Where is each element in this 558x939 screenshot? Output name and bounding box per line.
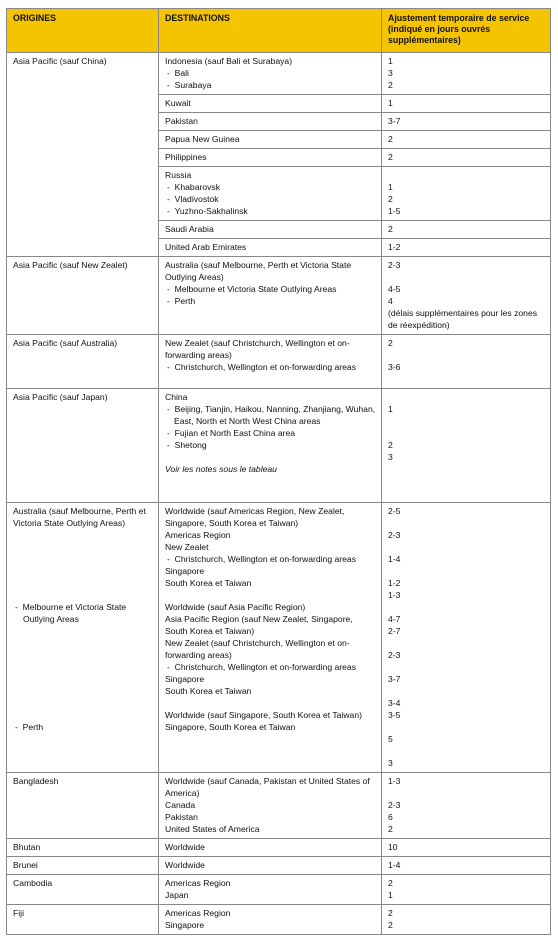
destination-cell: Russia - Khabarovsk - Vladivostok - Yuzhno-Sakhalinsk: [159, 167, 382, 221]
adjustment-cell: 1 2 1-5: [382, 167, 551, 221]
adjustment-cell: 2 2: [382, 905, 551, 935]
destination-cell: Australia (sauf Melbourne, Perth et Victoria State Outlying Areas) - Melbourne et Victoria State Outlying Areas - Perth: [159, 257, 382, 335]
origin-cell: Asia Pacific (sauf China): [7, 53, 159, 257]
origin-cell: Asia Pacific (sauf Japan): [7, 389, 159, 503]
adjustment-cell: 2: [382, 131, 551, 149]
table-row: [7, 875, 551, 905]
table-row: [7, 389, 551, 503]
destination-cell: Worldwide (sauf Americas Region, New Zealet, Singapore, South Korea et Taiwan) Americas Region New Zealet - Christchurch, Wellington et on-forwarding areas Singapore South Korea et Taiwan Worldwide (sauf Asia Pacific Region) Asia Pacific Region (sauf New Zealet, Singapore, South Korea et Taiwan) New Zealet (sauf Christchurch, Wellington et on-forwarding areas) - Christchurch, Wellington et on-forwarding areas Singapore South Korea et Taiwan Worldwide (sauf Singapore, South Korea et Taiwan) Singapore, South Korea et Taiwan: [159, 503, 382, 773]
destination-cell: Worldwide (sauf Canada, Pakistan et United States of America) Canada Pakistan United States of America: [159, 773, 382, 839]
adjustment-cell: 1-3 2-3 6 2: [382, 773, 551, 839]
origin-cell: Asia Pacific (sauf Australia): [7, 335, 159, 389]
adjustment-cell: 1: [382, 95, 551, 113]
adjustment-cell: 2 1: [382, 875, 551, 905]
destination-cell: Saudi Arabia: [159, 221, 382, 239]
destination-cell: China - Beijing, Tianjin, Haikou, Nanning, Zhanjiang, Wuhan, East, North et North West China areas - Fujian et North East China area - Shetong Voir les notes sous le tableau: [159, 389, 382, 503]
destination-cell: United Arab Emirates: [159, 239, 382, 257]
adjustment-cell: 1 2 3: [382, 389, 551, 503]
table-row: [7, 257, 551, 335]
table-row: [7, 53, 551, 95]
destination-cell: Philippines: [159, 149, 382, 167]
adjustment-cell: 2: [382, 221, 551, 239]
origin-cell: Australia (sauf Melbourne, Perth et Victoria State Outlying Areas) - Melbourne et Victoria State Outlying Areas - Perth: [7, 503, 159, 773]
adjustment-cell: 2-5 2-3 1-4 1-2 1-3 4-7 2-7 2-3 3-7 3-4 3-5 5 3: [382, 503, 551, 773]
adjustment-cell: 2-3 4-5 4 (délais supplémentaires pour les zones de réexpédition): [382, 257, 551, 335]
origin-cell: Fiji: [7, 905, 159, 935]
adjustment-cell: 1-4: [382, 857, 551, 875]
destination-cell: Worldwide: [159, 839, 382, 857]
adjustment-cell: 3-7: [382, 113, 551, 131]
table-row: [7, 905, 551, 935]
destination-cell: Papua New Guinea: [159, 131, 382, 149]
origin-cell: Brunei: [7, 857, 159, 875]
header-origins: ORIGINES: [7, 9, 159, 53]
adjustment-cell: 10: [382, 839, 551, 857]
table-note: Voir les notes sous le tableau: [165, 464, 277, 474]
origin-cell: Cambodia: [7, 875, 159, 905]
service-adjustment-table-wrapper: [6, 8, 550, 935]
adjustment-cell: 1 3 2: [382, 53, 551, 95]
table-row: [7, 857, 551, 875]
destination-cell: Indonesia (sauf Bali et Surabaya) - Bali - Surabaya: [159, 53, 382, 95]
table-row: [7, 503, 551, 773]
adjustment-cell: 2 3-6: [382, 335, 551, 389]
header-adjustment: Ajustement temporaire de service (indiqué en jours ouvrés supplémentaires): [382, 9, 551, 53]
destination-cell: Kuwait: [159, 95, 382, 113]
adjustment-cell: 2: [382, 149, 551, 167]
destination-cell: Americas Region Japan: [159, 875, 382, 905]
table-row: [7, 839, 551, 857]
destination-cell: New Zealet (sauf Christchurch, Wellington et on-forwarding areas) - Christchurch, Wellington et on-forwarding areas: [159, 335, 382, 389]
header-destinations: DESTINATIONS: [159, 9, 382, 53]
origin-cell: Asia Pacific (sauf New Zealet): [7, 257, 159, 335]
table-header-row: [7, 9, 551, 53]
destination-cell: Americas Region Singapore: [159, 905, 382, 935]
destination-cell: Pakistan: [159, 113, 382, 131]
origin-cell: Bangladesh: [7, 773, 159, 839]
destination-cell: Worldwide: [159, 857, 382, 875]
adjustment-cell: 1-2: [382, 239, 551, 257]
table-row: [7, 335, 551, 389]
table-row: [7, 773, 551, 839]
service-adjustment-table: [6, 8, 551, 935]
origin-cell: Bhutan: [7, 839, 159, 857]
